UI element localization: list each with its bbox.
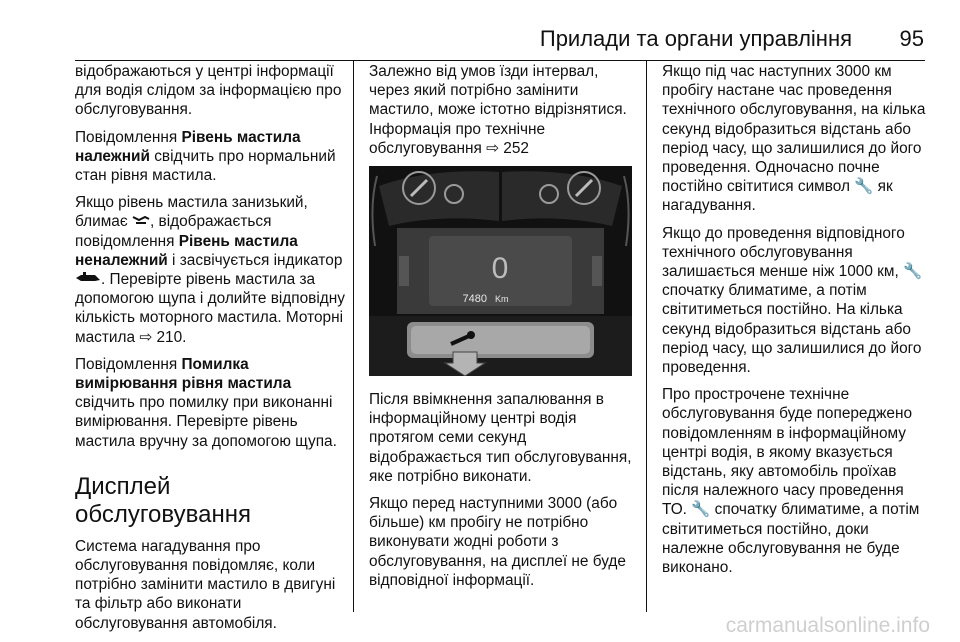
header-rule (75, 60, 925, 61)
oil-level-icon (132, 212, 150, 230)
paragraph: Якщо рівень мастила занизький, блимає , відображається повідомлення Рівень мастила неналежний і засвічується індикатор . Перевірте рівень мастила за допомогою щупа і долийте відповідну кількість моторного мастила. Моторні мастила ⇨ 210. (75, 194, 345, 346)
paragraph: Повідомлення Помилка вимірювання рівня мастила свідчить про помилку при виконанні вимірювання. Перевірте рівень мастила вручну за допомогою щупа. (75, 355, 337, 450)
wrench-icon: 🔧 (691, 500, 711, 519)
paragraph: Система нагадування про обслуговування повідомляє, коли потрібно замінити мастило в двигуні та фільтр або виконати обслуговування автомобіля. (75, 537, 336, 632)
page-header-title: Прилади та органи управління (539, 26, 852, 51)
reference-arrow-icon: ⇨ (139, 328, 157, 346)
section-heading: Дисплей обслуговування (75, 472, 251, 528)
instrument-cluster-illustration (369, 166, 632, 376)
wrench-icon: 🔧 (854, 177, 874, 196)
reference-arrow-icon: ⇨ (486, 139, 504, 157)
paragraph: Якщо перед наступними 3000 (або більше) км пробігу не потрібно виконувати жодні роботи з обслуговування, на дисплеї не буде відповідної інформації. (369, 495, 626, 589)
page-number: 95 (899, 26, 924, 51)
column-3 (662, 62, 928, 585)
column-divider-2 (646, 60, 647, 612)
odometer-readout: 7480 (462, 293, 487, 306)
column-1 (75, 62, 347, 641)
column-divider-1 (353, 60, 354, 612)
column-2 (369, 62, 637, 598)
paragraph: Якщо під час наступних 3000 км пробігу настане час проведення технічного обслуговування, на кілька секунд відобразиться відстань або період часу, що залишилися до його проведення. Одночасно почне постійно світитися символ 🔧 як нагадування. (662, 63, 926, 215)
watermark: carmanualsonline.info (725, 614, 930, 637)
instrument-cluster-figure (369, 166, 632, 376)
odometer-unit: Km (495, 294, 509, 305)
paragraph: Після ввімкнення запалювання в інформаційному центрі водія протягом семи секунд відображається тип обслуговування, яке потрібно виконати. (369, 391, 632, 485)
paragraph: Залежно від умов їзди інтервал, через який потрібно замінити мастило, може істотно відрізнятися. Інформація про технічне обслуговування ⇨ 252 (369, 63, 627, 157)
wrench-icon: 🔧 (903, 262, 923, 281)
oil-can-icon (75, 271, 101, 288)
paragraph: Про прострочене технічне обслуговування буде попереджено повідомленням в інформаційному центрі водія, в якому вказується відстань, яку автомобіль проїхав після належного часу проведення ТО. 🔧 спочатку блиматиме, а потім світитиметься постійно, доки належне обслуговування не буде виконано. (662, 386, 920, 577)
paragraph: Повідомлення Рівень мастила належний свідчить про нормальний стан рівня мастила. (75, 128, 336, 185)
paragraph: Якщо до проведення відповідного технічного обслуговування залишається менше ніж 1000 км, 🔧 спочатку блиматиме, а потім світитиметься постійно. На кілька секунд відобразиться відстань або період часу, що залишилися до його проведення. (662, 224, 923, 377)
speed-readout: 0 (491, 252, 509, 286)
paragraph: відображаються у центрі інформації для водія слідом за інформацією про обслуговування. (75, 63, 342, 119)
